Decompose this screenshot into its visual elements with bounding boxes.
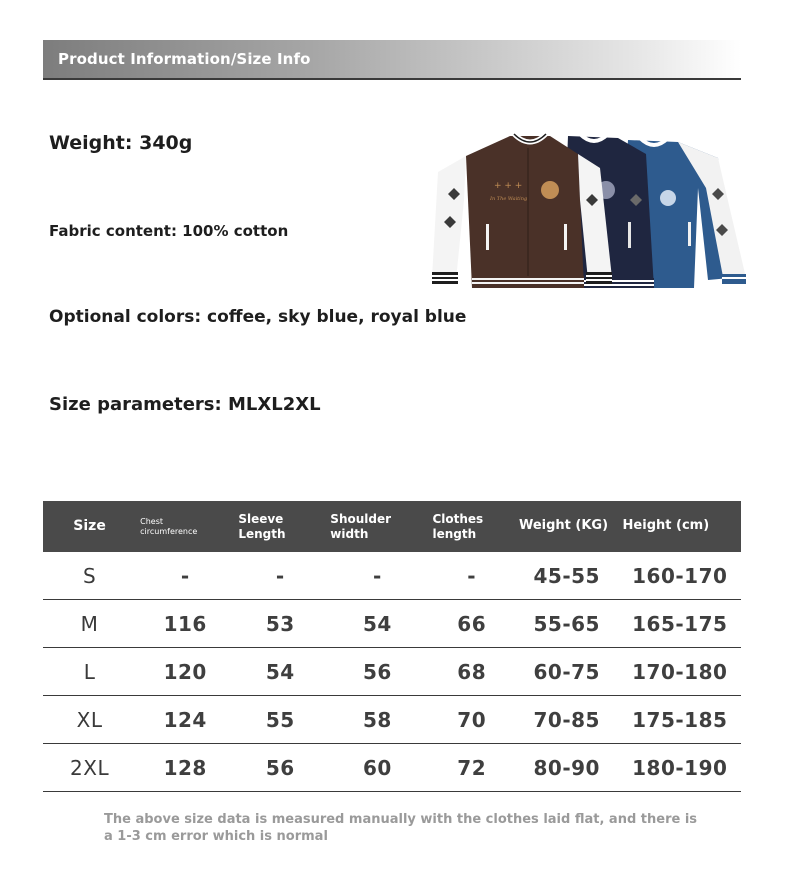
size-cell: L — [43, 648, 136, 696]
table-cell: 66 — [428, 600, 514, 648]
section-header — [43, 40, 741, 80]
column-header-line: Clothes — [432, 511, 484, 526]
table-cell: 116 — [136, 600, 234, 648]
column-header-line: Weight (KG) — [518, 518, 609, 534]
colors-spec: Optional colors: coffee, sky blue, royal blue — [49, 307, 467, 327]
column-header-line: Shoulder — [330, 511, 392, 526]
table-cell: 80-90 — [515, 744, 619, 792]
column-header-line: Length — [238, 526, 286, 541]
column-header — [619, 501, 741, 552]
column-header — [428, 501, 514, 552]
table-cell: 55-65 — [515, 600, 619, 648]
table-cell: 60 — [326, 744, 428, 792]
column-header — [515, 501, 619, 552]
table-row — [43, 744, 741, 792]
table-cell: 72 — [428, 744, 514, 792]
table-cell: 124 — [136, 696, 234, 744]
table-cell: 170-180 — [619, 648, 741, 696]
column-header — [234, 501, 326, 552]
table-cell: 55 — [234, 696, 326, 744]
fabric-spec: Fabric content: 100% cotton — [49, 222, 289, 240]
measurement-footnote: The above size data is measured manually with the clothes laid flat, and there is a 1-3 cm error which is normal — [104, 812, 698, 844]
column-header-line: Sleeve — [238, 511, 284, 526]
table-row — [43, 696, 741, 744]
table-cell: 180-190 — [619, 744, 741, 792]
size-cell: XL — [43, 696, 136, 744]
table-cell: 165-175 — [619, 600, 741, 648]
table-cell: - — [326, 552, 428, 600]
size-cell: 2XL — [43, 744, 136, 792]
jacket-script-text: In The Waiting — [490, 196, 528, 202]
sizes-spec: Size parameters: MLXL2XL — [49, 394, 321, 415]
table-cell: 175-185 — [619, 696, 741, 744]
table-cell: 45-55 — [515, 552, 619, 600]
column-header — [43, 501, 136, 552]
table-header-row — [43, 501, 741, 552]
size-cell: M — [43, 600, 136, 648]
column-header-line: Height (cm) — [622, 518, 710, 534]
table-row — [43, 600, 741, 648]
table-cell: - — [136, 552, 234, 600]
table-cell: 70-85 — [515, 696, 619, 744]
table-cell: 68 — [428, 648, 514, 696]
table-cell: - — [428, 552, 514, 600]
table-cell: 128 — [136, 744, 234, 792]
table-row — [43, 648, 741, 696]
size-cell: S — [43, 552, 136, 600]
table-cell: 58 — [326, 696, 428, 744]
size-table — [43, 501, 741, 792]
table-cell: 120 — [136, 648, 234, 696]
table-cell: 56 — [326, 648, 428, 696]
table-cell: 54 — [234, 648, 326, 696]
column-header — [136, 501, 234, 552]
table-cell: 53 — [234, 600, 326, 648]
column-header — [326, 501, 428, 552]
weight-spec: Weight: 340g — [49, 132, 193, 154]
table-cell: 60-75 — [515, 648, 619, 696]
table-cell: 70 — [428, 696, 514, 744]
product-image — [428, 128, 748, 293]
column-header-line: Chest — [140, 516, 164, 526]
table-row — [43, 552, 741, 600]
table-cell: - — [234, 552, 326, 600]
svg-text:+ + +: + + + — [494, 181, 523, 191]
column-header-line: width — [330, 526, 369, 541]
column-header-line: Size — [73, 517, 106, 534]
section-title: Product Information/Size Info — [58, 50, 311, 68]
column-header-line: circumference — [140, 526, 198, 536]
column-header-line: length — [432, 526, 477, 541]
table-cell: 54 — [326, 600, 428, 648]
table-cell: 160-170 — [619, 552, 741, 600]
table-cell: 56 — [234, 744, 326, 792]
